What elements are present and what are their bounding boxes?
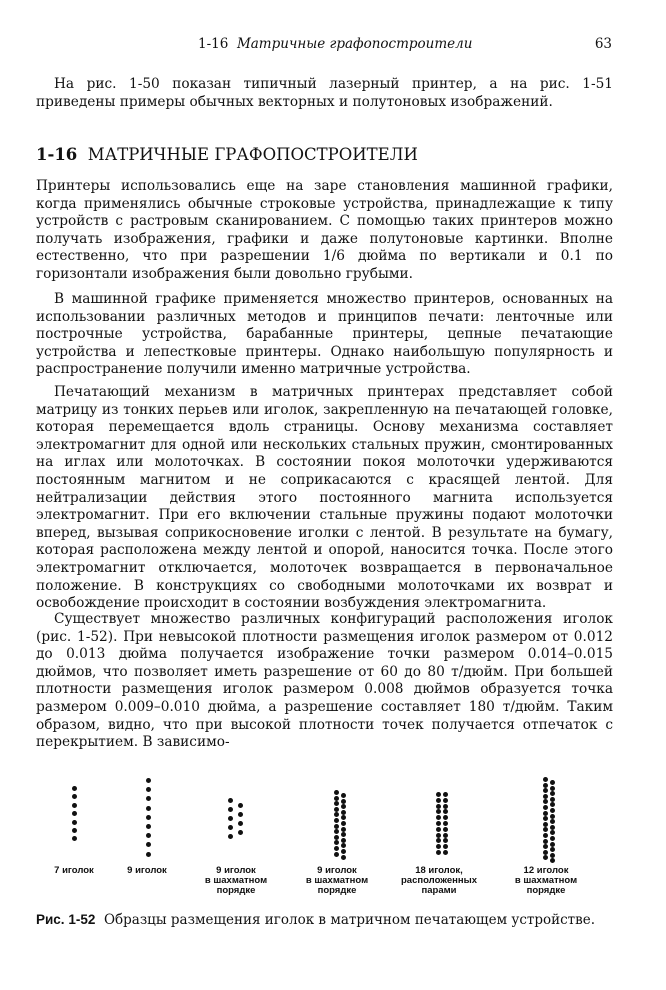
pin-dot — [146, 815, 151, 820]
pin-dot — [334, 840, 339, 845]
pin-dot — [550, 797, 555, 802]
pin-dot — [146, 852, 151, 857]
pin-dot — [72, 836, 77, 841]
pin-dot — [72, 811, 77, 816]
pin-dot — [334, 852, 339, 857]
pin-dot — [543, 811, 548, 816]
section-heading — [36, 145, 418, 164]
pin-dot — [341, 793, 346, 798]
figure-label-1: 7 иголок — [54, 865, 94, 876]
pin-dot — [443, 844, 448, 849]
paragraph-1: Принтеры использовались еще на заре становления машинной графики, когда применялись обычные строковые устройства, принадлежащие к типу устройств с растровым сканированием. С помощью таких принтеров можно получать изображения, графики и даже полутоновые картинки. Вполне естественно, что при разрешении 1/6 дюйма по вертикали и 0.1 по горизонтали изображения были довольно грубыми. — [36, 178, 613, 282]
pin-dot — [550, 842, 555, 847]
pin-dot — [550, 847, 555, 852]
pin-dot — [334, 846, 339, 851]
pin-dot — [550, 791, 555, 796]
pin-dot — [436, 798, 441, 803]
figure-label-2: 9 иголок — [127, 865, 167, 876]
pin-dot — [543, 855, 548, 860]
pin-dot — [146, 842, 151, 847]
pin-dot — [443, 804, 448, 809]
paragraph-3: Печатающий механизм в матричных принтерах представляет собой матрицу из тонких перьев или иголок, закрепленную на печатающей головке, которая перемещается вдоль страницы. Основу механизма составляет электромагнит для одной или нескольких стальных пружин, смонтированных на иглах или молоточках. В состоянии покоя молоточки удерживаются постоянным магнитом и не соприкасаются с красящей лентой. Для нейтрализации действия этого постоянного магнита используется электромагнит. При его включении стальные пружины подают молоточки вперед, вызывая соприкосновение иголки с лентой. В результате на бумагу, которая расположена между лентой и опорой, наносится точка. После этого электромагнит отключается, молоточек возвращается в первоначальное положение. В конструкциях со свободными молоточками их возврат и освобождение происходит в состоянии возбуждения электромагнита. — [36, 384, 613, 612]
pin-dot — [550, 808, 555, 813]
pin-dot — [550, 825, 555, 830]
pin-dot — [436, 850, 441, 855]
pin-dot — [543, 777, 548, 782]
pin-dot — [436, 827, 441, 832]
pin-dot — [334, 829, 339, 834]
pin-dot — [238, 821, 243, 826]
intro-paragraph: На рис. 1-50 показан типичный лазерный принтер, а на рис. 1-51 приведены примеры обычных векторных и полутоновых изображений. — [36, 76, 613, 110]
pin-dot — [334, 812, 339, 817]
pin-dot — [543, 816, 548, 821]
pin-dot — [238, 803, 243, 808]
pin-dot — [543, 788, 548, 793]
pin-dot — [550, 858, 555, 863]
pin-dot — [436, 821, 441, 826]
pin-dot — [146, 796, 151, 801]
pin-dot — [550, 819, 555, 824]
pin-dot — [550, 853, 555, 858]
pin-dot — [436, 804, 441, 809]
pin-dot — [341, 804, 346, 809]
pin-dot — [550, 814, 555, 819]
pin-dot — [238, 812, 243, 817]
figure-pin-arrangements — [36, 770, 636, 910]
pin-dot — [543, 794, 548, 799]
pin-dot — [228, 798, 233, 803]
pin-dot — [72, 803, 77, 808]
running-head-title: Матричные графопостроители — [236, 36, 473, 52]
pin-dot — [543, 833, 548, 838]
pin-dot — [146, 787, 151, 792]
pin-dot — [72, 828, 77, 833]
pin-dot — [436, 809, 441, 814]
pin-dot — [72, 820, 77, 825]
pin-dot — [443, 792, 448, 797]
pin-dot — [228, 816, 233, 821]
pin-dot — [550, 786, 555, 791]
pin-dot — [436, 833, 441, 838]
figure-label-4: 9 иголок в шахматном порядке — [305, 865, 369, 896]
pin-dot — [228, 807, 233, 812]
pin-dot — [341, 849, 346, 854]
pin-dot — [334, 835, 339, 840]
pin-dot — [334, 790, 339, 795]
running-head-section — [198, 36, 472, 52]
pin-dot — [550, 830, 555, 835]
pin-dot — [443, 798, 448, 803]
pin-dot — [341, 799, 346, 804]
pin-dot — [146, 806, 151, 811]
pin-dot — [238, 830, 243, 835]
pin-dot — [341, 855, 346, 860]
page-number: 63 — [594, 36, 612, 52]
pin-dot — [146, 778, 151, 783]
pin-dot — [443, 827, 448, 832]
paragraph-4: Существует множество различных конфигураций расположения иголок (рис. 1-52). При невысокой плотности размещения иголок размером от 0.012 до 0.013 дюйма получается изображение точки размером 0.014–0.015 дюймов, что позволяет иметь разрешение от 60 до 80 т/дюйм. При большей плотности размещения иголок размером 0.008 дюймов образуется точка размером 0.009–0.010 дюйма, а разрешение составляет 180 т/дюйм. Таким образом, видно, что при высокой плотности точек получается отпечаток с перекрытием. В зависимо- — [36, 611, 613, 751]
pin-dot — [334, 807, 339, 812]
pin-dot — [443, 821, 448, 826]
pin-dot — [550, 836, 555, 841]
pin-dot — [543, 805, 548, 810]
pin-dot — [341, 810, 346, 815]
pin-dot — [228, 834, 233, 839]
pin-dot — [543, 850, 548, 855]
pin-dot — [543, 783, 548, 788]
pin-dot — [146, 833, 151, 838]
pin-dot — [543, 827, 548, 832]
figure-caption-text: Образцы размещения иголок в матричном печатающем устройстве. — [103, 912, 596, 928]
pin-dot — [543, 799, 548, 804]
running-head — [0, 36, 666, 54]
pin-dot — [543, 822, 548, 827]
pin-dot — [334, 796, 339, 801]
pin-dot — [334, 801, 339, 806]
pin-dot — [543, 839, 548, 844]
pin-dot — [443, 809, 448, 814]
pin-dot — [146, 824, 151, 829]
figure-label-5: 18 иголок, расположенных парами — [400, 865, 478, 896]
pin-dot — [550, 780, 555, 785]
pin-dot — [341, 827, 346, 832]
pin-dot — [550, 802, 555, 807]
running-head-number: 1-16 — [198, 36, 229, 52]
pin-dot — [443, 833, 448, 838]
paragraph-2: В машинной графике применяется множество принтеров, основанных на использовании различных методов и принципов печати: ленточные или построчные устройства, барабанные принтеры, цепные печатающие устройства и лепестковые принтеры. Однако наибольшую популярность и распространение получили именно матричные устройства. — [36, 291, 613, 378]
pin-dot — [334, 818, 339, 823]
pin-dot — [228, 825, 233, 830]
pin-dot — [341, 832, 346, 837]
pin-dot — [436, 792, 441, 797]
pin-dot — [341, 843, 346, 848]
figure-label-3: 9 иголок в шахматном порядке — [204, 865, 268, 896]
pin-dot — [436, 815, 441, 820]
figure-caption — [36, 912, 595, 928]
pin-dot — [341, 821, 346, 826]
pin-dot — [341, 838, 346, 843]
pin-dot — [443, 838, 448, 843]
pin-dot — [72, 794, 77, 799]
pin-dot — [341, 815, 346, 820]
pin-dot — [436, 838, 441, 843]
section-title: МАТРИЧНЫЕ ГРАФОПОСТРОИТЕЛИ — [87, 145, 418, 164]
pin-dot — [72, 786, 77, 791]
figure-caption-label: Рис. 1-52 — [36, 912, 96, 927]
pin-dot — [443, 850, 448, 855]
pin-dot — [543, 844, 548, 849]
pin-dot — [443, 815, 448, 820]
pin-dot — [334, 824, 339, 829]
pin-dot — [436, 844, 441, 849]
section-number: 1-16 — [36, 145, 78, 164]
figure-label-6: 12 иголок в шахматном порядке — [514, 865, 578, 896]
